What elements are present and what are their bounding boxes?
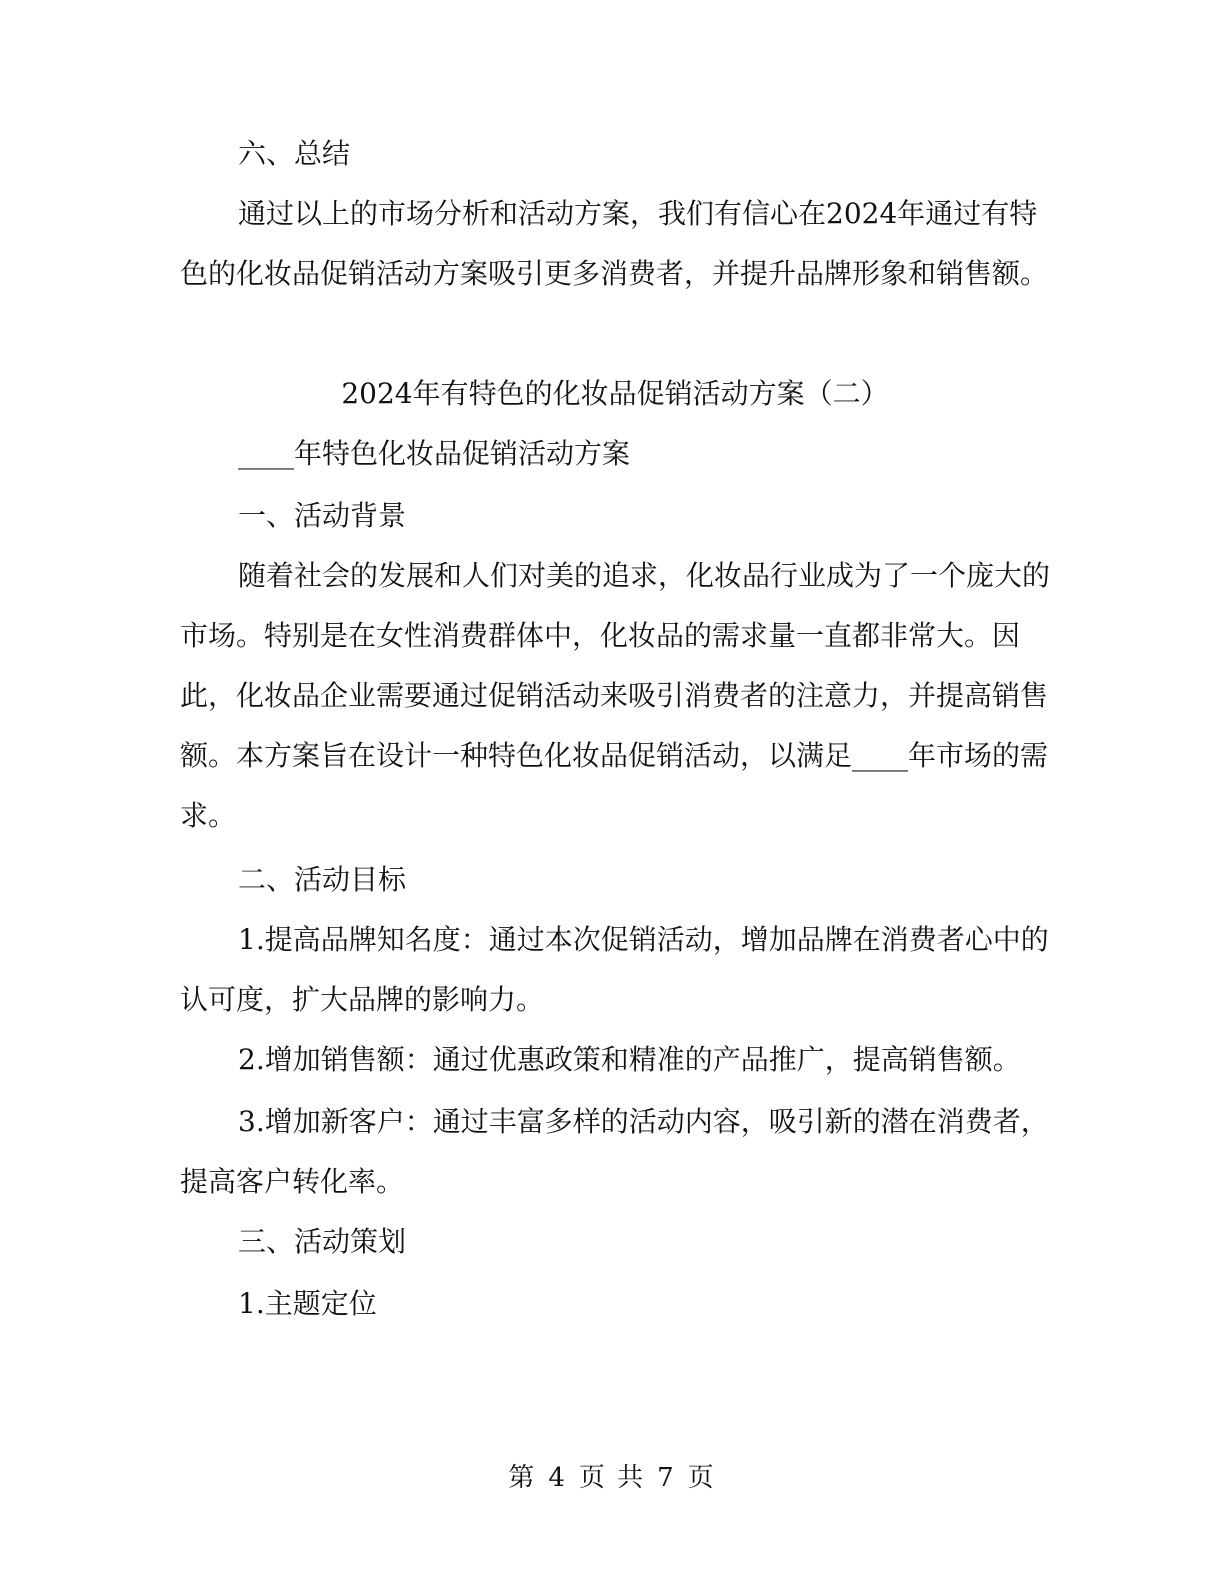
section6-heading: 六、总结 [238,137,351,170]
section1-paragraph: 随着社会的发展和人们对美的追求，化妆品行业成为了一个庞大的市场。特别是在女性消费群体中，化妆品的需求量一直都非常大。因此，化妆品企业需要通过促销活动来吸引消费者的注意力，并提高销售额。本方案旨在设计一种特色化妆品促销活动，以满足____年市场的需求。 [180,559,1051,832]
section2-heading: 二、活动目标 [238,863,407,896]
part2-title: 2024年有特色的化妆品促销活动方案（二） [341,377,889,410]
footer-suffix: 页 [687,1463,716,1493]
footer-total-pages: 7 [657,1463,676,1493]
goal-item-3: 3.增加新客户：通过丰富多样的活动内容，吸引新的潜在消费者，提高客户转化率。 [180,1105,1049,1198]
footer-current-page: 4 [548,1463,567,1493]
plan-title: ____年特色化妆品促销活动方案 [238,437,631,470]
plan-item-1: 1.主题定位 [238,1287,377,1320]
section6-paragraph: 通过以上的市场分析和活动方案，我们有信心在2024年通过有特色的化妆品促销活动方案吸引更多消费者，并提升品牌形象和销售额。 [180,197,1049,290]
footer-middle: 页 共 [578,1463,646,1493]
section3-heading: 三、活动策划 [238,1225,407,1258]
goal-item-1: 1.提高品牌知名度：通过本次促销活动，增加品牌在消费者心中的认可度，扩大品牌的影响力。 [180,923,1049,1016]
section1-heading: 一、活动背景 [238,499,407,532]
footer-prefix: 第 [508,1463,537,1493]
goal-item-2: 2.增加销售额：通过优惠政策和精准的产品推广，提高销售额。 [238,1043,1021,1076]
page-footer [0,1448,1224,1508]
